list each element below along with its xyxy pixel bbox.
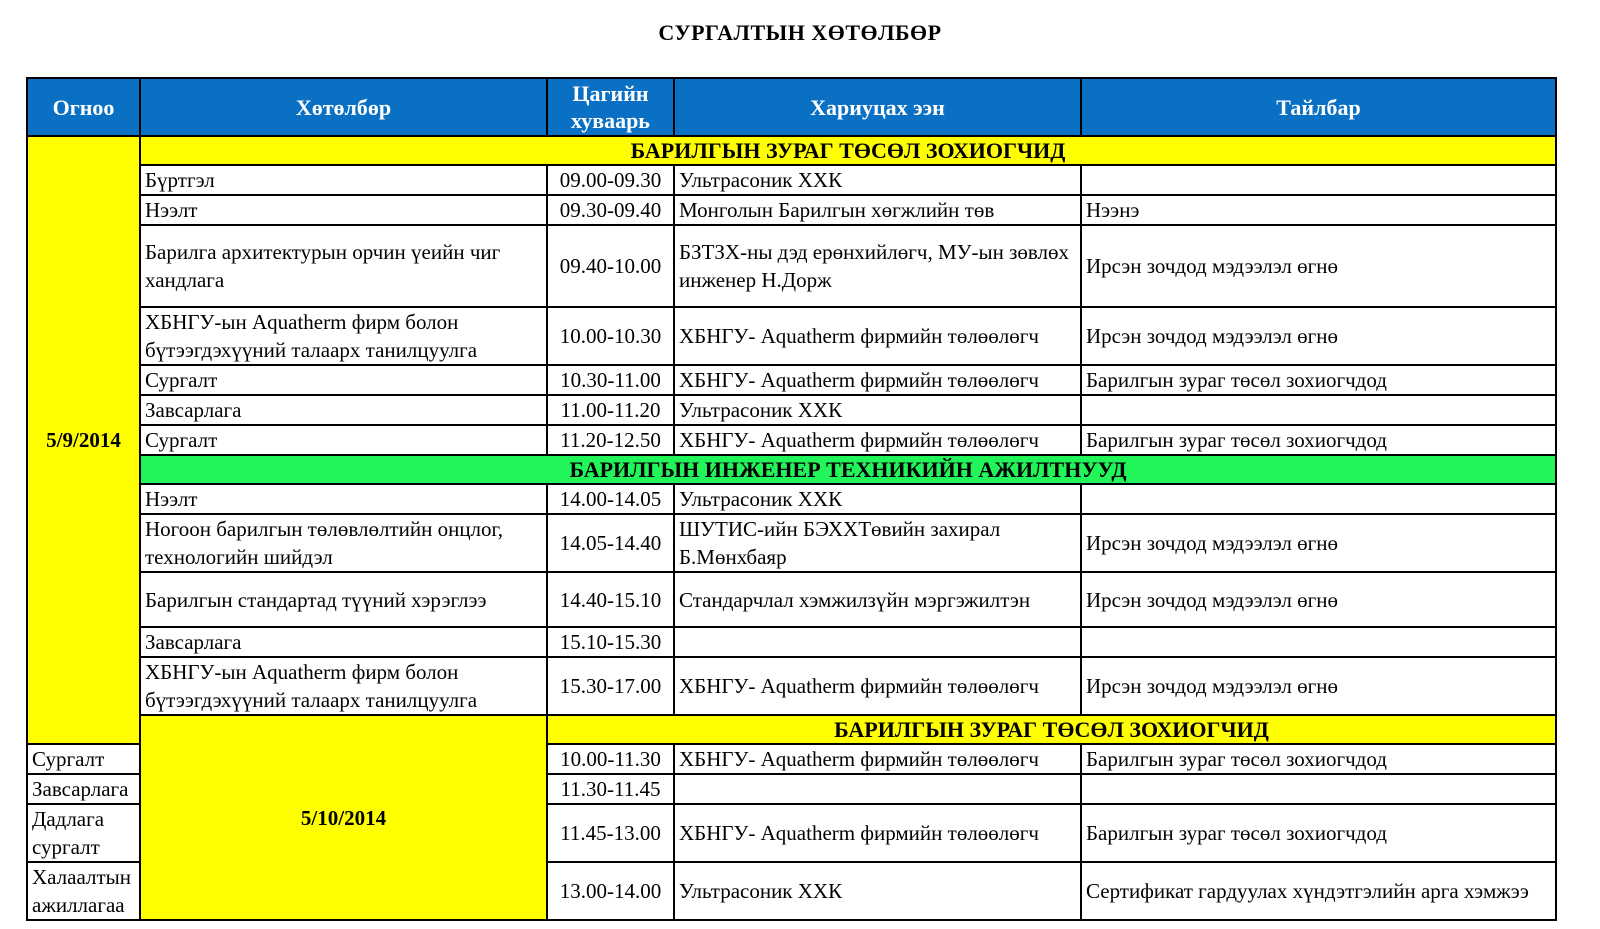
time-cell: 13.00-14.00 bbox=[547, 862, 674, 920]
responsible-cell: ХБНГУ- Aquatherm фирмийн төлөөлөгч bbox=[674, 307, 1081, 365]
note-cell: Сертификат гардуулах хүндэтгэлийн арга хэмжээ bbox=[1081, 862, 1556, 920]
responsible-cell: Монголын Барилгын хөгжлийн төв bbox=[674, 195, 1081, 225]
note-cell: Ирсэн зочдод мэдээлэл өгнө bbox=[1081, 572, 1556, 627]
program-cell: Ногоон барилгын төлөвлөлтийн онцлог, технологийн шийдэл bbox=[140, 514, 547, 572]
section-row bbox=[27, 455, 1556, 484]
section-title: БАРИЛГЫН ЗУРАГ ТӨСӨЛ ЗОХИОГЧИД bbox=[140, 136, 1556, 165]
table-row bbox=[27, 395, 1556, 425]
time-cell: 14.40-15.10 bbox=[547, 572, 674, 627]
program-cell: Халаалтын ажиллагаа bbox=[27, 862, 140, 920]
note-cell: Нээнэ bbox=[1081, 195, 1556, 225]
program-cell: Нээлт bbox=[140, 195, 547, 225]
date-cell: 5/10/2014 bbox=[140, 715, 547, 920]
time-cell: 14.05-14.40 bbox=[547, 514, 674, 572]
table-row bbox=[27, 365, 1556, 395]
table-row bbox=[27, 514, 1556, 572]
table-row bbox=[27, 484, 1556, 514]
header-date: Огноо bbox=[27, 78, 140, 136]
program-cell: Завсарлага bbox=[27, 774, 140, 804]
program-cell: Барилгын стандартад түүний хэрэглээ bbox=[140, 572, 547, 627]
program-cell: Барилга архитектурын орчин үеийн чиг хандлага bbox=[140, 225, 547, 307]
section-title: БАРИЛГЫН ЗУРАГ ТӨСӨЛ ЗОХИОГЧИД bbox=[547, 715, 1556, 744]
program-cell: Дадлага сургалт bbox=[27, 804, 140, 862]
time-cell: 11.00-11.20 bbox=[547, 395, 674, 425]
note-cell bbox=[1081, 774, 1556, 804]
program-cell: Сургалт bbox=[140, 365, 547, 395]
responsible-cell: ХБНГУ- Aquatherm фирмийн төлөөлөгч bbox=[674, 425, 1081, 455]
responsible-cell: Ультрасоник ХХК bbox=[674, 484, 1081, 514]
time-cell: 11.20-12.50 bbox=[547, 425, 674, 455]
note-cell: Барилгын зураг төсөл зохиогчдод bbox=[1081, 425, 1556, 455]
responsible-cell: Ультрасоник ХХК bbox=[674, 395, 1081, 425]
program-cell: Завсарлага bbox=[140, 627, 547, 657]
time-cell: 10.00-11.30 bbox=[547, 744, 674, 774]
time-cell: 09.30-09.40 bbox=[547, 195, 674, 225]
time-cell: 11.30-11.45 bbox=[547, 774, 674, 804]
note-cell bbox=[1081, 165, 1556, 195]
header-schedule: Цагийн хуваарь bbox=[547, 78, 674, 136]
time-cell: 14.00-14.05 bbox=[547, 484, 674, 514]
header-note: Тайлбар bbox=[1081, 78, 1556, 136]
program-cell: Сургалт bbox=[27, 744, 140, 774]
note-cell: Барилгын зураг төсөл зохиогчдод bbox=[1081, 804, 1556, 862]
header-program: Хөтөлбөр bbox=[140, 78, 547, 136]
time-cell: 09.40-10.00 bbox=[547, 225, 674, 307]
document-title: СУРГАЛТЫН ХӨТӨЛБӨР bbox=[658, 20, 942, 45]
program-cell: Бүртгэл bbox=[140, 165, 547, 195]
table-row bbox=[27, 307, 1556, 365]
note-cell: Ирсэн зочдод мэдээлэл өгнө bbox=[1081, 657, 1556, 715]
note-cell bbox=[1081, 484, 1556, 514]
section-row bbox=[27, 136, 1556, 165]
responsible-cell: Стандарчлал хэмжилзүйн мэргэжилтэн bbox=[674, 572, 1081, 627]
program-cell: ХБНГУ-ын Aquatherm фирм болон бүтээгдэхүүний талаарх танилцуулга bbox=[140, 657, 547, 715]
header-row bbox=[27, 78, 1556, 136]
responsible-cell: ШУТИС-ийн БЭХХТөвийн захирал Б.Мөнхбаяр bbox=[674, 514, 1081, 572]
program-cell: Нээлт bbox=[140, 484, 547, 514]
program-cell: Завсарлага bbox=[140, 395, 547, 425]
responsible-cell: БЗТЗХ-ны дэд ерөнхийлөгч, МУ-ын зөвлөх инженер Н.Дорж bbox=[674, 225, 1081, 307]
time-cell: 15.10-15.30 bbox=[547, 627, 674, 657]
section-title: БАРИЛГЫН ИНЖЕНЕР ТЕХНИКИЙН АЖИЛТНУУД bbox=[140, 455, 1556, 484]
table-row bbox=[27, 225, 1556, 307]
date-cell: 5/9/2014 bbox=[27, 136, 140, 744]
program-cell: ХБНГУ-ын Aquatherm фирм болон бүтээгдэхүүний талаарх танилцуулга bbox=[140, 307, 547, 365]
time-cell: 09.00-09.30 bbox=[547, 165, 674, 195]
note-cell: Барилгын зураг төсөл зохиогчдод bbox=[1081, 365, 1556, 395]
header-responsible: Хариуцах ээн bbox=[674, 78, 1081, 136]
responsible-cell bbox=[674, 627, 1081, 657]
responsible-cell: ХБНГУ- Aquatherm фирмийн төлөөлөгч bbox=[674, 365, 1081, 395]
note-cell: Ирсэн зочдод мэдээлэл өгнө bbox=[1081, 225, 1556, 307]
table-row bbox=[27, 657, 1556, 715]
note-cell: Ирсэн зочдод мэдээлэл өгнө bbox=[1081, 514, 1556, 572]
responsible-cell: Ультрасоник ХХК bbox=[674, 165, 1081, 195]
time-cell: 11.45-13.00 bbox=[547, 804, 674, 862]
program-cell: Сургалт bbox=[140, 425, 547, 455]
time-cell: 10.30-11.00 bbox=[547, 365, 674, 395]
table-row bbox=[27, 165, 1556, 195]
note-cell bbox=[1081, 395, 1556, 425]
note-cell: Барилгын зураг төсөл зохиогчдод bbox=[1081, 744, 1556, 774]
section-row bbox=[27, 715, 1556, 744]
responsible-cell: ХБНГУ- Aquatherm фирмийн төлөөлөгч bbox=[674, 657, 1081, 715]
responsible-cell bbox=[674, 774, 1081, 804]
responsible-cell: ХБНГУ- Aquatherm фирмийн төлөөлөгч bbox=[674, 744, 1081, 774]
table-row bbox=[27, 195, 1556, 225]
time-cell: 10.00-10.30 bbox=[547, 307, 674, 365]
note-cell: Ирсэн зочдод мэдээлэл өгнө bbox=[1081, 307, 1556, 365]
table-row bbox=[27, 627, 1556, 657]
time-cell: 15.30-17.00 bbox=[547, 657, 674, 715]
table-row bbox=[27, 572, 1556, 627]
responsible-cell: Ультрасоник ХХК bbox=[674, 862, 1081, 920]
table-row bbox=[27, 425, 1556, 455]
schedule-table bbox=[26, 77, 1557, 921]
responsible-cell: ХБНГУ- Aquatherm фирмийн төлөөлөгч bbox=[674, 804, 1081, 862]
note-cell bbox=[1081, 627, 1556, 657]
